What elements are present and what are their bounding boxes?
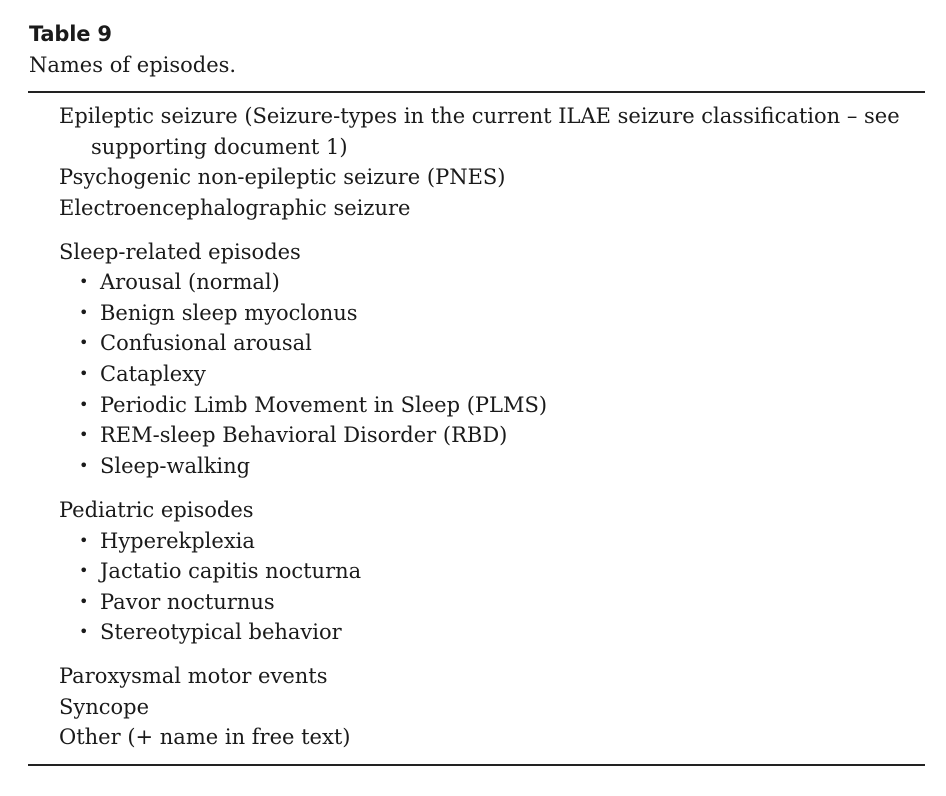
entry-syncope: Syncope: [59, 695, 150, 719]
pediatric-item-label: Pavor nocturnus: [100, 590, 275, 614]
bullet-icon: •: [79, 425, 89, 444]
table-label: Table 9: [29, 22, 112, 46]
top-rule: [28, 91, 925, 93]
sleep-item-label: Sleep-walking: [100, 454, 251, 478]
sleep-item-label: Periodic Limb Movement in Sleep (PLMS): [100, 393, 548, 417]
bullet-icon: •: [79, 333, 89, 352]
pediatric-item-label: Hyperekplexia: [100, 529, 255, 553]
bullet-icon: •: [79, 456, 89, 475]
entry-epileptic-seizure: Epileptic seizure (Seizure-types in the current ILAE seizure classification – see: [59, 104, 900, 128]
list-item: [79, 359, 206, 389]
bullet-icon: •: [79, 364, 89, 383]
bottom-rule: [28, 764, 925, 766]
list-item: [79, 617, 342, 647]
list-item: [79, 328, 312, 358]
list-item: [79, 451, 250, 481]
list-item: [79, 420, 507, 450]
entry-paroxysmal-motor-events: Paroxysmal motor events: [59, 664, 328, 688]
sleep-heading: Sleep-related episodes: [59, 240, 301, 264]
pediatric-heading: Pediatric episodes: [59, 498, 254, 522]
list-item: [79, 298, 358, 328]
sleep-item-label: REM-sleep Behavioral Disorder (RBD): [100, 423, 508, 447]
sleep-item-label: Arousal (normal): [100, 270, 280, 294]
bullet-icon: •: [79, 561, 89, 580]
list-item: [79, 526, 255, 556]
list-item: [79, 587, 275, 617]
pediatric-item-label: Stereotypical behavior: [100, 620, 342, 644]
entry-eeg-seizure: Electroencephalographic seizure: [59, 196, 411, 220]
bullet-icon: •: [79, 303, 89, 322]
list-item: [79, 390, 547, 420]
bullet-icon: •: [79, 622, 89, 641]
pediatric-item-label: Jactatio capitis nocturna: [100, 559, 362, 583]
entry-pnes: Psychogenic non-epileptic seizure (PNES): [59, 165, 506, 189]
sleep-item-label: Benign sleep myoclonus: [100, 301, 358, 325]
list-item: [79, 267, 280, 297]
entry-epileptic-seizure-continued: supporting document 1): [91, 135, 348, 159]
list-item: [79, 556, 361, 586]
bullet-icon: •: [79, 272, 89, 291]
sleep-item-label: Confusional arousal: [100, 331, 312, 355]
entry-other: Other (+ name in free text): [59, 725, 351, 749]
table-caption: Names of episodes.: [29, 53, 237, 77]
bullet-icon: •: [79, 592, 89, 611]
sleep-item-label: Cataplexy: [100, 362, 206, 386]
bullet-icon: •: [79, 395, 89, 414]
bullet-icon: •: [79, 531, 89, 550]
